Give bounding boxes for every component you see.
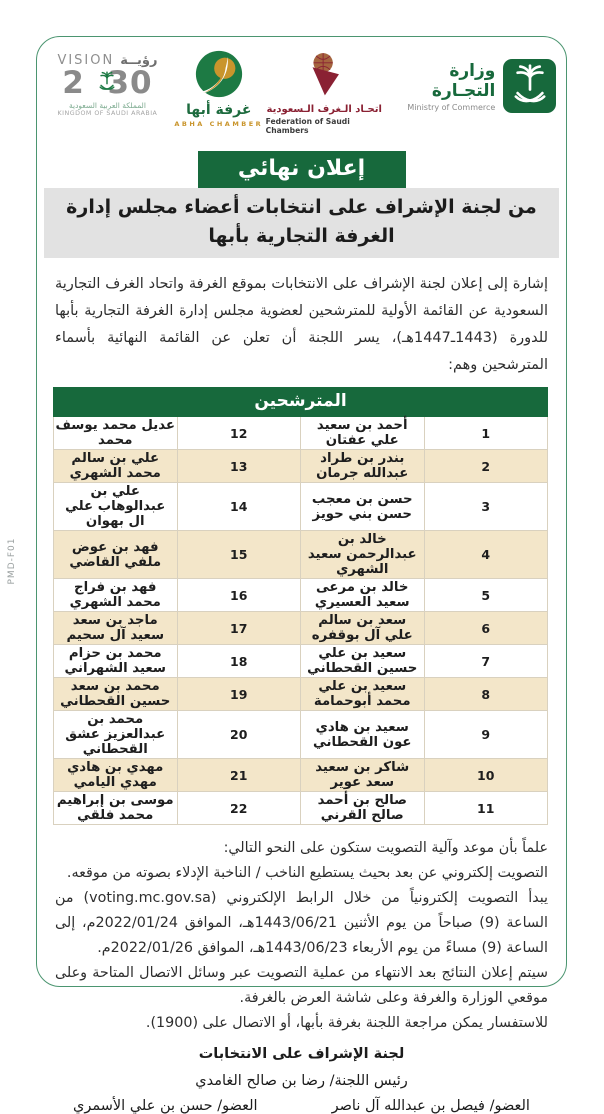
- candidate-number: 14: [177, 483, 301, 531]
- form-code-label: PMD-F01: [7, 537, 17, 585]
- ministry-name-en: Ministry of Commerce: [407, 102, 496, 112]
- candidate-number: 9: [424, 711, 548, 759]
- voting-notes: [55, 836, 548, 1036]
- candidate-row: [54, 711, 548, 759]
- candidate-number: 11: [424, 792, 548, 825]
- intro-paragraph: إشارة إلى إعلان لجنة الإشراف على الانتخابات بموقع الغرفة واتحاد الغرف التجارية السعودية عن القائمة الأولية للمترشحين لعضوية مجلس إدارة الغرفة التجارية بأبها للدورة (1443ـ1447هـ)، يسر اللجنة أن تعلن عن القائمة النهائية بأسماء المترشحين وهم:: [55, 276, 548, 373]
- candidate-name: خالد بن مرعى سعيد العسيري: [301, 579, 425, 612]
- candidate-number: 2: [424, 450, 548, 483]
- candidate-name: ماجد بن سعد سعيد آل سحيم: [54, 612, 178, 645]
- candidate-name: خالد بن عبدالرحمن سعيد الشهري: [301, 531, 425, 579]
- vision-en-label: VISION: [57, 53, 115, 68]
- candidate-name: سعد بن سالم علي آل بوقفره: [301, 612, 425, 645]
- candidate-name: فهد بن عوض ملفي القاضي: [54, 531, 178, 579]
- committee-member-2: العضو/ حسن بن علي الأسمري: [73, 1098, 258, 1114]
- candidate-name: بندر بن طراد عبدالله جرمان: [301, 450, 425, 483]
- abha-name-ar: غرفة أبها: [186, 102, 252, 118]
- candidate-name: علي بن سالم محمد الشهري: [54, 450, 178, 483]
- candidate-number: 16: [177, 579, 301, 612]
- candidate-number: 5: [424, 579, 548, 612]
- candidate-number: 4: [424, 531, 548, 579]
- candidate-row: [54, 579, 548, 612]
- federation-name-ar: اتحـاد الـغرف الـسعودية: [266, 104, 382, 115]
- final-announcement-banner: إعلان نهائي: [198, 151, 406, 188]
- candidate-name: محمد بن عبدالعزيز عشق القحطاني: [54, 711, 178, 759]
- abha-chamber-icon: [193, 49, 245, 101]
- federation-icon: [302, 51, 346, 101]
- candidate-number: 21: [177, 759, 301, 792]
- announcement-card: [36, 36, 567, 1114]
- committee-title: لجنة الإشراف على الانتخابات: [198, 1046, 405, 1062]
- candidates-table-header: المترشحين: [54, 388, 548, 417]
- note-line: التصويت إلكتروني عن بعد بحيث يستطيع الناخب / الناخبة الإدلاء بصوته من موقعه.: [66, 865, 548, 881]
- candidate-name: صالح بن أحمد صالح القرني: [301, 792, 425, 825]
- candidates-tbody: [54, 417, 548, 825]
- candidate-name: محمد بن سعد حسين القحطاني: [54, 678, 178, 711]
- candidate-row: [54, 483, 548, 531]
- candidate-name: أحمد بن سعيد علي عفتان: [301, 417, 425, 450]
- candidate-number: 7: [424, 645, 548, 678]
- candidate-number: 22: [177, 792, 301, 825]
- candidate-row: [54, 450, 548, 483]
- candidate-number: 3: [424, 483, 548, 531]
- candidate-row: [54, 678, 548, 711]
- vision-ar-label: رؤيــة: [120, 53, 158, 68]
- vision-country-ar: المملكة العربية السعودية: [68, 101, 146, 110]
- ministry-logo: [383, 49, 556, 113]
- candidate-name: شاكر بن سعيد سعد عوير: [301, 759, 425, 792]
- candidate-name: سعيد بن علي حسين القحطاني: [301, 645, 425, 678]
- ministry-emblem: [503, 59, 556, 113]
- announcement-subtitle: من لجنة الإشراف على انتخابات أعضاء مجلس إدارة الغرفة التجارية بأبها: [44, 188, 559, 258]
- palm-swords-icon: [511, 63, 549, 109]
- candidate-number: 10: [424, 759, 548, 792]
- candidate-row: [54, 759, 548, 792]
- candidate-name: سعيد بن علي محمد أبوحمامة: [301, 678, 425, 711]
- candidate-number: 20: [177, 711, 301, 759]
- candidate-row: [54, 792, 548, 825]
- federation-name-en: Federation of Saudi Chambers: [265, 117, 350, 135]
- candidate-row: [54, 417, 548, 450]
- candidate-number: 8: [424, 678, 548, 711]
- note-line: يبدأ التصويت إلكترونياً من خلال الرابط الإلكتروني (voting.mc.gov.sa) من الساعة (9) صباحاً من يوم الأثنين 1443/06/21هـ، الموافق 2022/01/24م، إلى الساعة (9) مساءً من يوم الأربعاء 1443/06/23هـ، الموافق 2022/01/26م.: [55, 890, 549, 956]
- candidate-name: محمد بن حزام سعيد الشهراني: [54, 645, 178, 678]
- vision-country-en: KINGDOM OF SAUDI ARABIA: [57, 110, 158, 117]
- abha-chamber-logo: [172, 49, 266, 128]
- candidate-number: 6: [424, 612, 548, 645]
- abha-name-en: ABHA CHAMBER: [174, 120, 264, 128]
- candidate-name: سعيد بن هادي عون القحطاني: [301, 711, 425, 759]
- committee-block: [37, 1046, 566, 1114]
- candidate-number: 12: [177, 417, 301, 450]
- candidate-name: عديل محمد يوسف محمد: [55, 418, 176, 448]
- saudi-emblem-icon: [99, 69, 116, 95]
- candidate-name: موسى بن إبراهيم محمد فلقي: [54, 792, 178, 825]
- candidate-row: [54, 612, 548, 645]
- candidate-number: 15: [177, 531, 301, 579]
- candidate-name: مهدي بن هادي مهدي اليامي: [54, 759, 178, 792]
- note-line: علماً بأن موعد وآلية التصويت ستكون على النحو التالي:: [223, 840, 548, 856]
- candidate-name: فهد بن فراج محمد الشهري: [54, 579, 178, 612]
- candidate-number: 13: [177, 450, 301, 483]
- candidate-number: 19: [177, 678, 301, 711]
- candidate-name: علي بن عبدالوهاب علي ال بهوان: [54, 483, 178, 531]
- candidate-number: 18: [177, 645, 301, 678]
- committee-chairman: رئيس اللجنة/ رضا بن صالح الغامدي: [195, 1073, 408, 1089]
- candidate-name: حسن بن معجب حسن بني حويز: [301, 483, 425, 531]
- federation-logo: [266, 49, 383, 135]
- logo-row: [43, 49, 556, 141]
- note-line: سيتم إعلان النتائج بعد الانتهاء من عملية التصويت عبر وسائل الاتصال المتاحة وعلى موقعي الوزارة والغرفة وعلى شاشة العرض بالغرفة.: [55, 965, 548, 1006]
- candidates-table: [53, 387, 548, 825]
- note-line: للاستفسار يمكن مراجعة اللجنة بغرفة بأبها، أو الاتصال على (1900).: [145, 1015, 548, 1031]
- vision-year: 2 30: [62, 65, 153, 101]
- candidate-number: 17: [177, 612, 301, 645]
- vision2030-logo: [43, 49, 172, 117]
- candidate-row: [54, 531, 548, 579]
- ministry-name-ar: وزارة التجـارة: [431, 60, 496, 101]
- candidate-number: 1: [424, 417, 548, 450]
- committee-member-1: العضو/ فيصل بن عبدالله آل ناصر: [331, 1098, 530, 1114]
- candidate-row: [54, 645, 548, 678]
